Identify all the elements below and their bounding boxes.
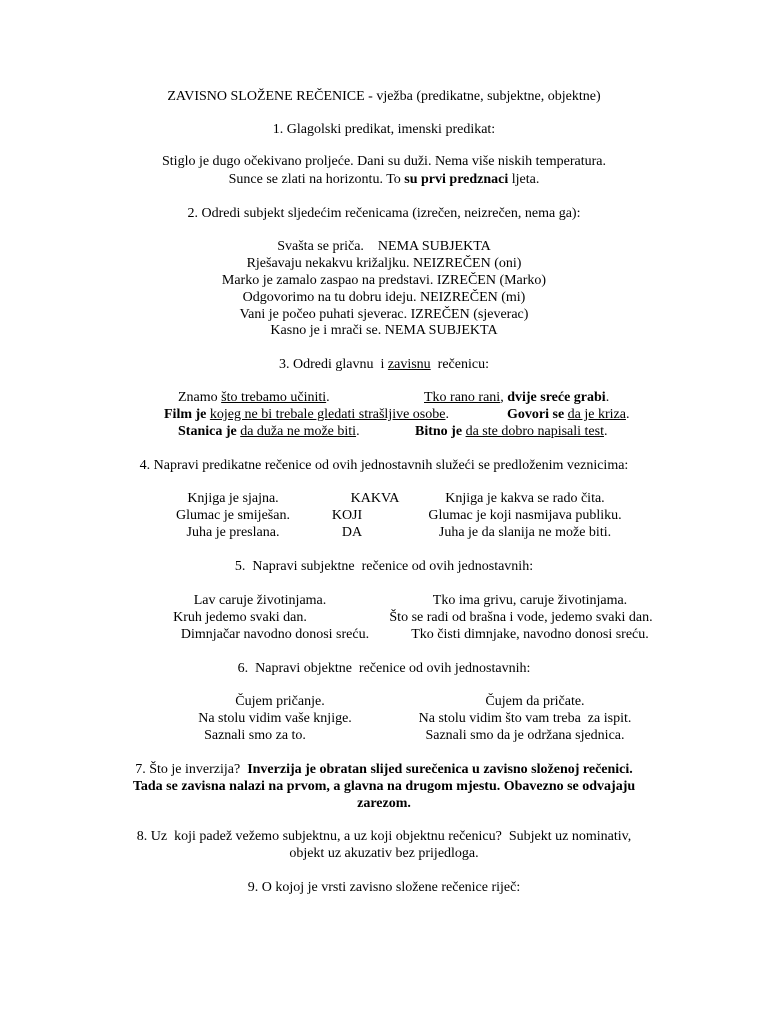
section-7-line-3: zarezom. bbox=[357, 796, 411, 811]
text: rečenicu: bbox=[430, 357, 489, 372]
section-1-line-2 bbox=[0, 171, 768, 188]
dependent-clause: kojeg ne bi trebale gledati strašljive osobe bbox=[209, 407, 446, 422]
text: , bbox=[500, 390, 508, 405]
text: Sunce se zlati na horizontu. To bbox=[228, 172, 405, 187]
simple-sentence: Dimnjačar navodno donosi sreću. bbox=[180, 627, 370, 642]
simple-sentence: Glumac je smiješan. bbox=[176, 508, 290, 523]
section-1-heading: 1. Glagolski predikat, imenski predikat: bbox=[272, 122, 496, 137]
bold-text: su prvi predznaci bbox=[404, 172, 509, 187]
subject-sentence: Što se radi od brašna i vode, jedemo svaki dan. bbox=[389, 610, 653, 625]
section-2-line-6: Kasno je i mrači se. NEMA SUBJEKTA bbox=[270, 323, 498, 338]
object-sentence: Saznali smo da je održana sjednica. bbox=[425, 728, 625, 743]
answer-text: Inverzija je obratan slijed surečenica u zavisno složenoj rečenici. bbox=[247, 762, 633, 777]
simple-sentence: Knjiga je sjajna. bbox=[187, 491, 279, 506]
dependent-clause: da je kriza bbox=[567, 407, 626, 422]
simple-sentence: Čujem pričanje. bbox=[235, 694, 325, 709]
object-sentence: Na stolu vidim što vam treba za ispit. bbox=[418, 711, 632, 726]
text: ljeta. bbox=[508, 172, 540, 187]
section-2-line-2: Rješavaju nekakvu križaljku. NEIZREČEN (oni) bbox=[246, 256, 522, 271]
text: Znamo bbox=[178, 390, 222, 405]
text: . bbox=[326, 390, 330, 405]
main-clause: dvije sreće grabi bbox=[507, 390, 606, 405]
main-clause: Govori se bbox=[507, 407, 568, 422]
section-9-heading: 9. O kojoj je vrsti zavisno složene rečenice riječ: bbox=[247, 880, 521, 895]
dependent-clause: što trebamo učiniti bbox=[221, 390, 327, 405]
sentence-3-2 bbox=[424, 389, 609, 406]
object-sentence: Čujem da pričate. bbox=[485, 694, 585, 709]
text: . bbox=[356, 424, 360, 439]
text: . bbox=[445, 407, 449, 422]
complex-sentence: Glumac je koji nasmijava publiku. bbox=[428, 508, 622, 523]
main-clause: Film je bbox=[164, 407, 210, 422]
section-8-line-2: objekt uz akuzativ bez prijedloga. bbox=[289, 846, 479, 861]
section-2-line-5: Vani je počeo puhati sjeverac. IZREČEN (sjeverac) bbox=[239, 307, 529, 322]
sentence-3-1 bbox=[178, 389, 330, 406]
main-clause: Bitno je bbox=[415, 424, 466, 439]
section-2-line-3: Marko je zamalo zaspao na predstavi. IZREČEN (Marko) bbox=[221, 273, 547, 288]
simple-sentence: Juha je preslana. bbox=[186, 525, 280, 540]
text: . bbox=[603, 424, 608, 439]
subject-sentence: Tko ima grivu, caruje životinjama. bbox=[432, 593, 628, 608]
section-5-heading: 5. Napravi subjektne rečenice od ovih jednostavnih: bbox=[234, 559, 534, 574]
simple-sentence: Lav caruje životinjama. bbox=[193, 593, 327, 608]
section-4-heading: 4. Napravi predikatne rečenice od ovih jednostavnih služeći se predloženim veznicima: bbox=[139, 458, 629, 473]
complex-sentence: Juha je da slanija ne može biti. bbox=[438, 525, 612, 540]
conjunction: KOJI bbox=[331, 508, 363, 523]
simple-sentence: Saznali smo za to. bbox=[204, 728, 306, 743]
complex-sentence: Knjiga je kakva se rado čita. bbox=[445, 491, 605, 506]
text: 3. Odredi glavnu i bbox=[279, 357, 388, 372]
conjunction: DA bbox=[341, 525, 363, 540]
simple-sentence: Kruh jedemo svaki dan. bbox=[173, 610, 307, 625]
sentence-3-3 bbox=[164, 406, 449, 423]
text: . bbox=[605, 390, 610, 405]
section-6-heading: 6. Napravi objektne rečenice od ovih jednostavnih: bbox=[237, 661, 531, 676]
subject-sentence: Tko čisti dimnjake, navodno donosi sreću. bbox=[411, 627, 649, 642]
dependent-clause: da duža ne može biti bbox=[240, 424, 357, 439]
section-1-line-1: Stiglo je dugo očekivano proljeće. Dani su duži. Nema više niskih temperatura. bbox=[162, 154, 606, 169]
conjunction: KAKVA bbox=[350, 491, 400, 506]
simple-sentence: Na stolu vidim vaše knjige. bbox=[198, 711, 352, 726]
question-text: 7. Što je inverzija? bbox=[135, 762, 248, 777]
document-title: ZAVISNO SLOŽENE REČENICE - vježba (predikatne, subjektne, objektne) bbox=[167, 89, 601, 104]
section-8-line-1: 8. Uz koji padež vežemo subjektnu, a uz koji objektnu rečenicu? Subjekt uz nominativ, bbox=[136, 829, 632, 844]
main-clause: Stanica je bbox=[178, 424, 241, 439]
section-2-line-1: Svašta se priča. NEMA SUBJEKTA bbox=[277, 239, 491, 254]
section-7-line-2: Tada se zavisna nalazi na prvom, a glavna na drugom mjestu. Obavezno se odvajaju bbox=[132, 779, 636, 794]
section-3-heading bbox=[0, 356, 768, 373]
sentence-3-5 bbox=[178, 423, 360, 440]
text: . bbox=[625, 407, 630, 422]
dependent-clause: Tko rano rani bbox=[424, 390, 501, 405]
section-2-line-4: Odgovorimo na tu dobru ideju. NEIZREČEN (mi) bbox=[242, 290, 526, 305]
underlined-text: zavisnu bbox=[387, 357, 431, 372]
dependent-clause: da ste dobro napisali test bbox=[465, 424, 604, 439]
sentence-3-6 bbox=[415, 423, 607, 440]
sentence-3-4 bbox=[507, 406, 629, 423]
section-7-line-1 bbox=[0, 761, 768, 778]
section-2-heading: 2. Odredi subjekt sljedećim rečenicama (izrečen, neizrečen, nema ga): bbox=[187, 206, 581, 221]
